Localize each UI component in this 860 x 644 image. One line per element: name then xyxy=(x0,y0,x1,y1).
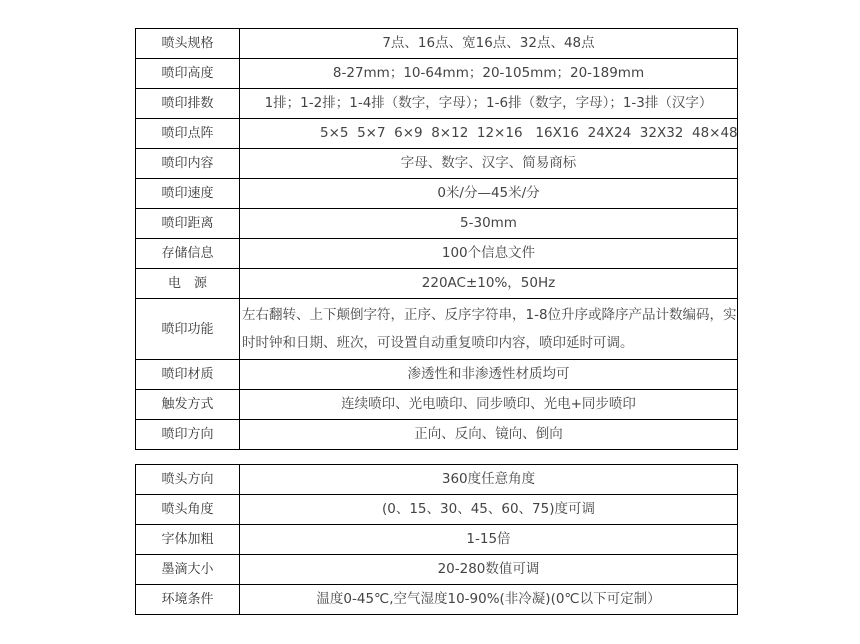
table-row-nozzle-angle xyxy=(136,495,738,525)
table-row-environment xyxy=(136,585,738,615)
table-row-print-height xyxy=(136,59,738,89)
row-value: 1排；1-2排；1-4排（数字，字母）；1-6排（数字，字母）；1-3排（汉字） xyxy=(240,89,738,119)
row-label: 喷印内容 xyxy=(136,149,240,179)
table-row-font-bold xyxy=(136,525,738,555)
table-row-dot-matrix xyxy=(136,119,738,149)
row-label: 存储信息 xyxy=(136,239,240,269)
row-value: (0、15、30、45、60、75)度可调 xyxy=(240,495,738,525)
row-label: 触发方式 xyxy=(136,390,240,420)
row-label: 喷头规格 xyxy=(136,29,240,59)
row-label: 环境条件 xyxy=(136,585,240,615)
row-value: 100个信息文件 xyxy=(240,239,738,269)
row-value: 1-15倍 xyxy=(240,525,738,555)
row-value: 连续喷印、光电喷印、同步喷印、光电+同步喷印 xyxy=(240,390,738,420)
row-label: 喷印速度 xyxy=(136,179,240,209)
row-label: 喷印排数 xyxy=(136,89,240,119)
row-label: 喷印高度 xyxy=(136,59,240,89)
table-row-print-lines xyxy=(136,89,738,119)
table-row-print-material xyxy=(136,360,738,390)
table-row-ink-drop-size xyxy=(136,555,738,585)
table-row-print-functions xyxy=(136,299,738,360)
table-row-print-distance xyxy=(136,209,738,239)
row-label: 喷印点阵 xyxy=(136,119,240,149)
table-row-nozzle-spec xyxy=(136,29,738,59)
row-value: 360度任意角度 xyxy=(240,465,738,495)
row-label: 喷印方向 xyxy=(136,420,240,450)
table-row-print-content xyxy=(136,149,738,179)
table-row-nozzle-direction xyxy=(136,465,738,495)
row-label: 喷头角度 xyxy=(136,495,240,525)
spec-table-extra xyxy=(135,464,738,615)
table-row-power xyxy=(136,269,738,299)
row-value: 5×5 5×7 6×9 8×12 12×16 16X16 24X24 32X32 48×48 xyxy=(240,119,738,149)
row-label: 喷印功能 xyxy=(136,299,240,360)
row-label: 墨滴大小 xyxy=(136,555,240,585)
row-value: 5-30mm xyxy=(240,209,738,239)
row-label: 喷印距离 xyxy=(136,209,240,239)
row-label: 喷印材质 xyxy=(136,360,240,390)
row-value: 渗透性和非渗透性材质均可 xyxy=(240,360,738,390)
row-value: 20-280数值可调 xyxy=(240,555,738,585)
spec-table-main xyxy=(135,28,738,450)
table-row-print-direction xyxy=(136,420,738,450)
table-row-storage xyxy=(136,239,738,269)
row-value: 7点、16点、宽16点、32点、48点 xyxy=(240,29,738,59)
row-value: 左右翻转、上下颠倒字符，正序、反序字符串，1-8位升序或降序产品计数编码，实时时钟和日期、班次，可设置自动重复喷印内容，喷印延时可调。 xyxy=(240,299,738,360)
row-label: 电 源 xyxy=(136,269,240,299)
row-value: 8-27mm；10-64mm；20-105mm；20-189mm xyxy=(240,59,738,89)
row-value: 220AC±10%，50Hz xyxy=(240,269,738,299)
row-value: 0米/分—45米/分 xyxy=(240,179,738,209)
table-row-trigger-mode xyxy=(136,390,738,420)
row-label: 字体加粗 xyxy=(136,525,240,555)
row-value: 温度0-45℃,空气湿度10-90%(非冷凝)(0℃以下可定制） xyxy=(240,585,738,615)
row-label: 喷头方向 xyxy=(136,465,240,495)
row-value: 正向、反向、镜向、倒向 xyxy=(240,420,738,450)
table-row-print-speed xyxy=(136,179,738,209)
row-value: 字母、数字、汉字、简易商标 xyxy=(240,149,738,179)
